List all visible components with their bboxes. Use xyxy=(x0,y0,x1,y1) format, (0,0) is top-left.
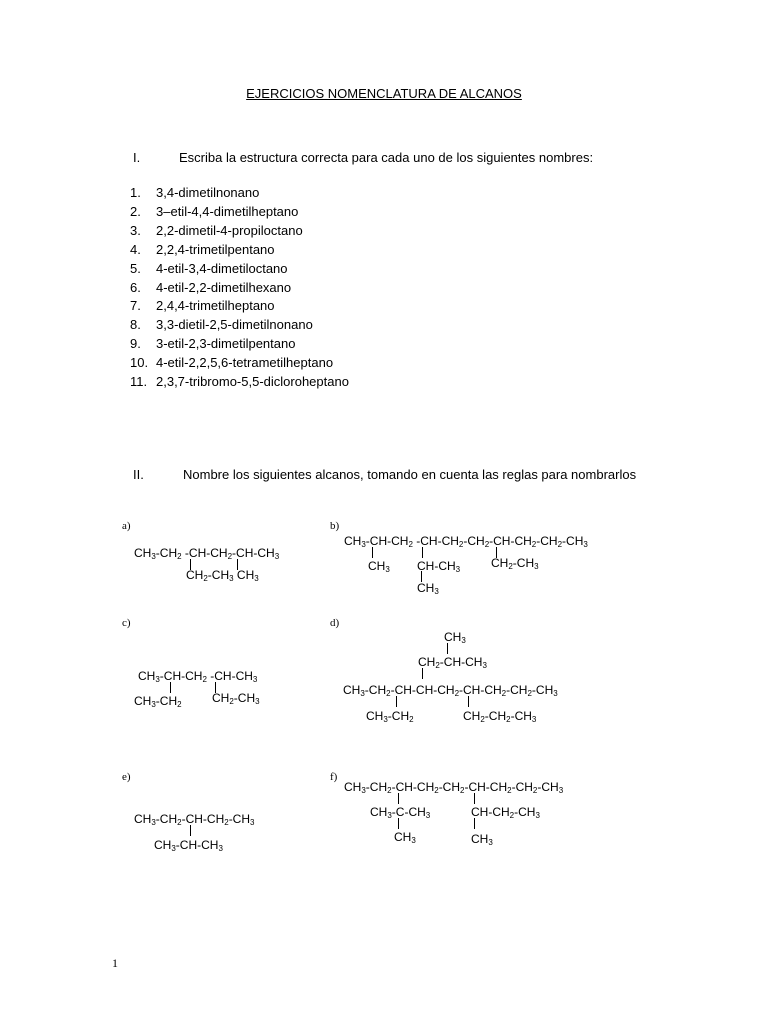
list-item: 8. 3,3-dietil-2,5-dimetilnonano xyxy=(130,317,313,333)
list-item: 3. 2,2-dimetil-4-propiloctano xyxy=(130,222,303,238)
list-item: 7. 2,4,4-trimetilheptano xyxy=(130,298,275,314)
list-item: 4. 2,2,4-trimetilpentano xyxy=(130,241,275,257)
structure-a-branch: $CH_2-CH_3$ $CH_3$ xyxy=(186,568,259,583)
section-2-number: II. xyxy=(133,467,144,482)
structure-b-branch: $CH_3$ xyxy=(417,581,439,596)
structure-d-main-chain: $CH_3-CH_2-CH-CH-CH_2-CH-CH_2-CH_2-CH_3$ xyxy=(343,683,558,698)
structure-e-branch: $CH_3-CH-CH_3$ xyxy=(154,838,223,853)
bond xyxy=(474,818,475,829)
list-item: 11. 2,3,7-tribromo-5,5-dicloroheptano xyxy=(130,374,349,390)
structure-d-branch: $CH_2-CH_2-CH_3$ xyxy=(463,709,537,724)
list-item: 10. 4-etil-2,2,5,6-tetrametilheptano xyxy=(130,355,334,371)
structure-f-label: f) xyxy=(330,771,338,783)
list-item: 2. 3–etil-4,4-dimetilheptano xyxy=(130,203,299,219)
structure-c-branch: $CH_3-CH_2$ xyxy=(134,694,182,709)
structure-d-branch: $CH_3-CH_2$ xyxy=(366,709,414,724)
structure-b-branch: $CH-CH_3$ xyxy=(417,559,461,574)
structure-a-main-chain: $CH_3-CH_2$ $-CH-CH_2-CH-CH_3$ xyxy=(134,546,280,561)
structure-b-label: b) xyxy=(330,520,340,532)
section-1-number: I. xyxy=(133,150,141,165)
structure-f-main-chain: $CH_3-CH_2-CH-CH_2-CH_2-CH-CH_2-CH_2-CH_3$ xyxy=(344,780,564,795)
section-1-instruction: Escriba la estructura correcta para cada uno de los siguientes nombres: xyxy=(179,150,594,165)
list-item: 5. 4-etil-3,4-dimetiloctano xyxy=(130,260,288,276)
names-list xyxy=(130,184,349,392)
bond xyxy=(422,668,423,679)
bond xyxy=(372,547,373,558)
structure-d-top-branch: $CH_3$ xyxy=(444,630,466,645)
list-item: 6. 4-etil-2,2-dimetilhexano xyxy=(130,279,292,295)
page-title: EJERCICIOS NOMENCLATURA DE ALCANOS xyxy=(246,86,522,101)
structure-c-main-chain: $CH_3-CH-CH_2$ $-CH-CH_3$ xyxy=(138,669,258,684)
structure-c-label: c) xyxy=(122,617,131,629)
section-2-instruction: Nombre los siguientes alcanos, tomando en cuenta las reglas para nombrarlos xyxy=(183,467,637,482)
structure-f-branch: $CH_3$ xyxy=(394,830,416,845)
structure-a-label: a) xyxy=(122,520,131,532)
structure-d-label: d) xyxy=(330,617,340,629)
bond xyxy=(398,793,399,804)
bond xyxy=(170,682,171,693)
bond xyxy=(468,696,469,707)
structure-b-branch: $CH_2-CH_3$ xyxy=(491,556,539,571)
structure-c-branch: $CH_2-CH_3$ xyxy=(212,691,260,706)
structure-e-label: e) xyxy=(122,771,131,783)
structure-b-branch: $CH_3$ xyxy=(368,559,390,574)
structure-f-branch: $CH_3-C-CH_3$ xyxy=(370,805,431,820)
structure-d-top-branch: $CH_2-CH-CH_3$ xyxy=(418,655,487,670)
bond xyxy=(474,793,475,804)
bond xyxy=(422,547,423,558)
list-item: 1. 3,4-dimetilnonano xyxy=(130,185,260,200)
structure-f-branch: $CH-CH_2-CH_3$ xyxy=(471,805,540,820)
structure-f-branch: $CH_3$ xyxy=(471,832,493,847)
structure-e-main-chain: $CH_3-CH_2-CH-CH_2-CH_3$ xyxy=(134,812,255,827)
structure-b-main-chain: $CH_3-CH-CH_2$ $-CH-CH_2-CH_2-CH-CH_2-CH_2-CH_3$ xyxy=(344,534,588,549)
list-item: 9. 3-etil-2,3-dimetilpentano xyxy=(130,336,296,352)
page-number: 1 xyxy=(112,956,118,970)
bond xyxy=(398,818,399,829)
bond xyxy=(447,643,448,654)
bond xyxy=(190,825,191,836)
bond xyxy=(396,696,397,707)
